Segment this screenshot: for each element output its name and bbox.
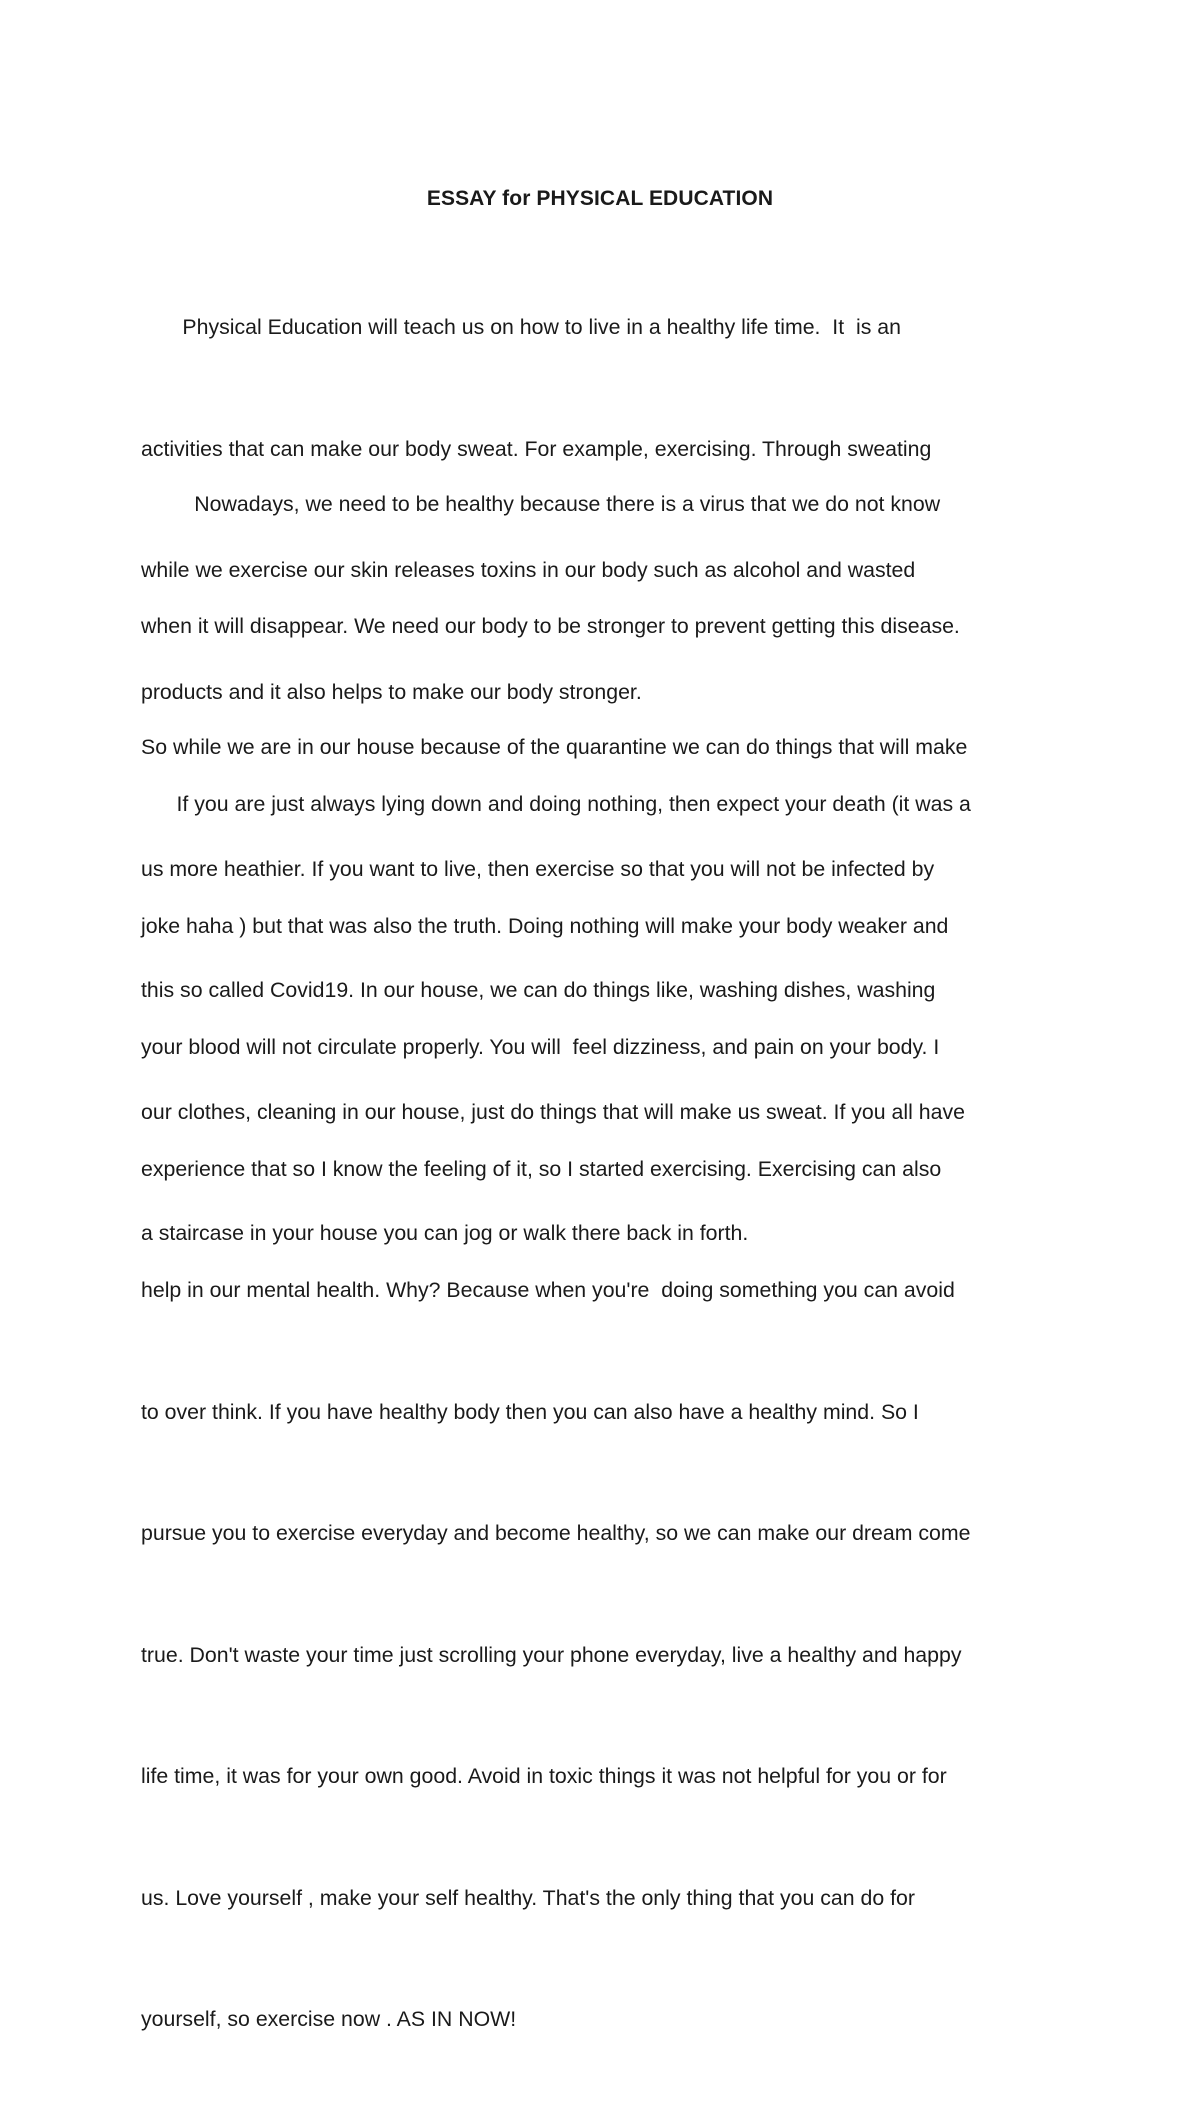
text-line: products and it also helps to make our body stronger. bbox=[141, 679, 642, 704]
text-line: when it will disappear. We need our body to be stronger to prevent getting this disease. bbox=[141, 613, 960, 638]
text-line: Nowadays, we need to be healthy because there is a virus that we do not know bbox=[141, 492, 941, 516]
text-line: experience that so I know the feeling of it, so I started exercising. Exercising can also bbox=[141, 1156, 942, 1181]
text-line: joke haha ) but that was also the truth. Doing nothing will make your body weaker and bbox=[141, 913, 949, 938]
text-line: If you are just always lying down and doing nothing, then expect your death (it was a bbox=[141, 792, 971, 816]
text-line: pursue you to exercise everyday and become healthy, so we can make our dream come bbox=[141, 1521, 971, 1545]
text-line: activities that can make our body sweat. For example, exercising. Through sweating bbox=[141, 436, 932, 461]
text-line: yourself, so exercise now . AS IN NOW! bbox=[141, 2007, 517, 2031]
text-line: us more heathier. If you want to live, then exercise so that you will not be infected by bbox=[141, 856, 935, 881]
text-line: a staircase in your house you can jog or walk there back in forth. bbox=[141, 1221, 749, 1245]
paragraph-3 bbox=[141, 703, 971, 2121]
text-line: Physical Education will teach us on how to live in a healthy life time. It is an bbox=[141, 315, 901, 339]
text-line: life time, it was for your own good. Avoid in toxic things it was not helpful for you or for bbox=[141, 1764, 947, 1788]
text-line: So while we are in our house because of the quarantine we can do things that will make bbox=[141, 735, 968, 759]
text-line: your blood will not circulate properly. You will feel dizziness, and pain on your body. I bbox=[141, 1035, 940, 1059]
essay-title: ESSAY for PHYSICAL EDUCATION bbox=[426, 187, 774, 210]
text-line: this so called Covid19. In our house, we can do things like, washing dishes, washing bbox=[141, 978, 936, 1002]
text-line: us. Love yourself , make your self healthy. That's the only thing that you can do for bbox=[141, 1885, 915, 1910]
text-line: help in our mental health. Why? Because when you're doing something you can avoid bbox=[141, 1278, 955, 1302]
text-line: to over think. If you have healthy body then you can also have a healthy mind. So I bbox=[141, 1399, 919, 1424]
text-line: while we exercise our skin releases toxins in our body such as alcohol and wasted bbox=[141, 558, 916, 582]
text-line: true. Don't waste your time just scrolling your phone everyday, live a healthy and happy bbox=[141, 1642, 962, 1667]
text-line: our clothes, cleaning in our house, just do things that will make us sweat. If you all have bbox=[141, 1099, 965, 1124]
